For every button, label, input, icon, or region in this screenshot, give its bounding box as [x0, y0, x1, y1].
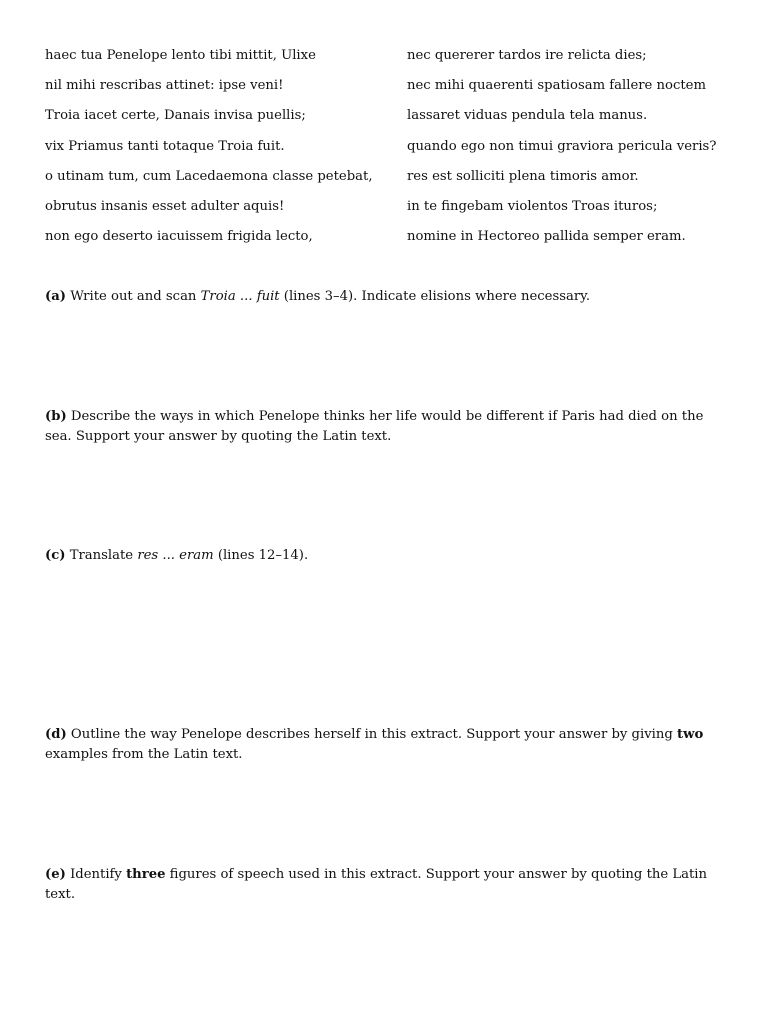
latin-line-11: quando ego non timui graviora pericula veris?: [407, 138, 717, 154]
question-a-label: (a): [45, 289, 67, 304]
latin-line-2: nil mihi rescribas attinet: ipse veni!: [45, 78, 284, 94]
question-d-text-post: examples from the Latin text.: [45, 747, 243, 762]
latin-extract-left-column: [45, 47, 373, 258]
question-a-text-pre: Write out and scan: [66, 289, 201, 304]
latin-line-10: lassaret viduas pendula tela manus.: [407, 108, 648, 124]
question-a: [45, 287, 725, 307]
question-d-label: (d): [45, 727, 67, 742]
question-a-text-post: (lines 3–4). Indicate elisions where necessary.: [279, 289, 591, 304]
question-e-text-pre: Identify: [65, 867, 127, 882]
latin-line-6: obrutus insanis esset adulter aquis!: [45, 198, 285, 214]
question-e-label: (e): [45, 867, 66, 882]
question-b: [45, 407, 725, 447]
question-b-text: Describe the ways in which Penelope thinks her life would be different if Paris had died on the sea. Support your answer by quoting the Latin text.: [45, 409, 704, 444]
question-c: [45, 546, 725, 566]
latin-line-3: Troia iacet certe, Danais invisa puellis;: [45, 108, 306, 124]
question-e-text-post: figures of speech used in this extract. Support your answer by quoting the Latin text.: [45, 867, 707, 902]
question-b-label: (b): [45, 409, 67, 424]
question-a-latin-phrase: Troia ... fuit: [200, 289, 280, 304]
question-c-text-post: (lines 12–14).: [213, 548, 309, 563]
question-c-label: (c): [45, 548, 66, 563]
latin-line-8: nec quererer tardos ire relicta dies;: [407, 48, 647, 63]
question-c-latin-phrase: res ... eram: [137, 548, 214, 563]
latin-extract-right-column: [407, 47, 716, 258]
latin-line-13: in te fingebam violentos Troas ituros;: [407, 198, 658, 214]
question-e-emphasis: three: [126, 867, 166, 882]
latin-line-5: o utinam tum, cum Lacedaemona classe petebat,: [45, 168, 373, 184]
latin-line-4: vix Priamus tanti totaque Troia fuit.: [45, 138, 285, 154]
question-d-text-pre: Outline the way Penelope describes herself in this extract. Support your answer by giving: [66, 727, 677, 742]
question-e: [45, 865, 725, 905]
question-d-emphasis: two: [677, 727, 704, 742]
latin-line-9: nec mihi quaerenti spatiosam fallere noctem: [407, 78, 706, 94]
latin-line-14: nomine in Hectoreo pallida semper eram.: [407, 229, 686, 245]
latin-line-12: res est solliciti plena timoris amor.: [407, 168, 639, 184]
latin-line-7: non ego deserto iacuissem frigida lecto,: [45, 229, 313, 245]
question-d: [45, 725, 725, 765]
latin-line-1: haec tua Penelope lento tibi mittit, Ulixe: [45, 48, 316, 63]
question-c-text-pre: Translate: [65, 548, 138, 563]
